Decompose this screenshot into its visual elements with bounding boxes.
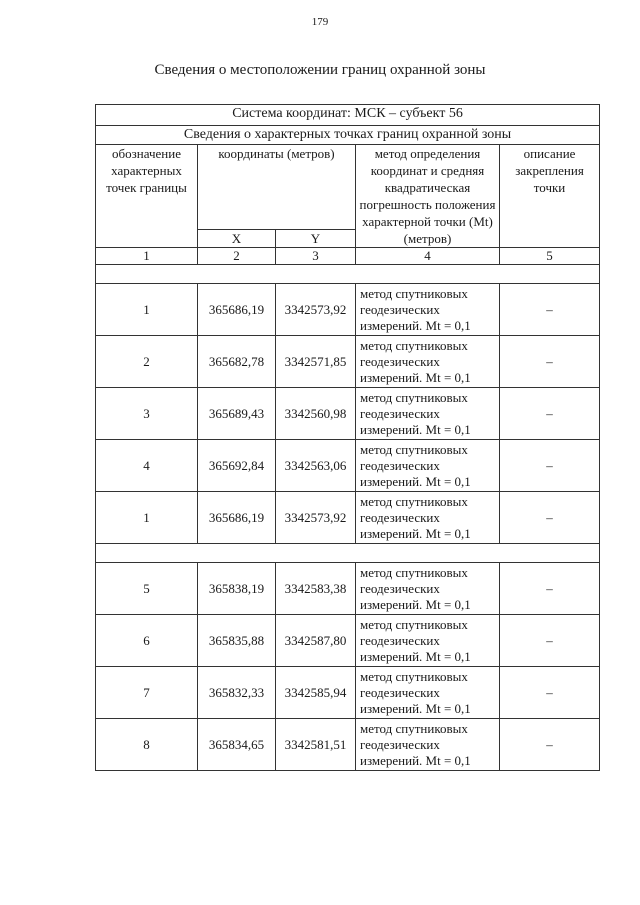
y-coordinate-cell: 3342560,98 xyxy=(276,388,356,440)
group-separator-row xyxy=(96,265,600,284)
method-cell: метод спутниковых геодезических измерений. Mt = 0,1 xyxy=(356,336,500,388)
points-info-title: Сведения о характерных точках границ охранной зоны xyxy=(96,126,600,145)
point-number-cell: 2 xyxy=(96,336,198,388)
description-cell: – xyxy=(500,615,600,667)
method-cell: метод спутниковых геодезических измерений. Mt = 0,1 xyxy=(356,719,500,771)
column-number: 4 xyxy=(356,248,500,265)
x-coordinate-cell: 365834,65 xyxy=(198,719,276,771)
y-coordinate-cell: 3342581,51 xyxy=(276,719,356,771)
x-coordinate-cell: 365686,19 xyxy=(198,492,276,544)
system-title-row xyxy=(96,105,600,126)
table-row xyxy=(96,615,600,667)
y-coordinate-cell: 3342571,85 xyxy=(276,336,356,388)
description-cell: – xyxy=(500,388,600,440)
method-cell: метод спутниковых геодезических измерений. Mt = 0,1 xyxy=(356,284,500,336)
table-row xyxy=(96,388,600,440)
group-separator xyxy=(96,265,600,284)
description-cell: – xyxy=(500,719,600,771)
table-row xyxy=(96,284,600,336)
point-number-cell: 1 xyxy=(96,492,198,544)
method-cell: метод спутниковых геодезических измерений. Mt = 0,1 xyxy=(356,492,500,544)
group-separator-row xyxy=(96,544,600,563)
header-coordinates: координаты (метров) xyxy=(198,145,356,230)
column-number: 3 xyxy=(276,248,356,265)
y-coordinate-cell: 3342585,94 xyxy=(276,667,356,719)
header-description: описание закрепления точки xyxy=(500,145,600,248)
table-body xyxy=(96,105,600,771)
description-cell: – xyxy=(500,336,600,388)
y-coordinate-cell: 3342563,06 xyxy=(276,440,356,492)
method-cell: метод спутниковых геодезических измерений. Mt = 0,1 xyxy=(356,615,500,667)
point-number-cell: 8 xyxy=(96,719,198,771)
x-coordinate-cell: 365832,33 xyxy=(198,667,276,719)
document-title: Сведения о местоположении границ охранной зоны xyxy=(154,62,486,78)
method-cell: метод спутниковых геодезических измерений. Mt = 0,1 xyxy=(356,440,500,492)
point-number-cell: 1 xyxy=(96,284,198,336)
header-point: обозначение характерных точек границы xyxy=(96,145,198,248)
page-number: 179 xyxy=(311,16,329,28)
table-row xyxy=(96,492,600,544)
column-number: 2 xyxy=(198,248,276,265)
coordinate-system-title: Система координат: МСК – субъект 56 xyxy=(96,105,600,126)
header-x: X xyxy=(198,230,276,248)
y-coordinate-cell: 3342573,92 xyxy=(276,284,356,336)
description-cell: – xyxy=(500,667,600,719)
header-method: метод определения координат и средняя квадратическая погрешность положения характерной точки (Mt) (метров) xyxy=(356,145,500,248)
group-separator xyxy=(96,544,600,563)
point-number-cell: 6 xyxy=(96,615,198,667)
point-number-cell: 3 xyxy=(96,388,198,440)
y-coordinate-cell: 3342587,80 xyxy=(276,615,356,667)
table-row xyxy=(96,667,600,719)
point-number-cell: 7 xyxy=(96,667,198,719)
x-coordinate-cell: 365835,88 xyxy=(198,615,276,667)
column-number-row xyxy=(96,248,600,265)
y-coordinate-cell: 3342583,38 xyxy=(276,563,356,615)
method-cell: метод спутниковых геодезических измерений. Mt = 0,1 xyxy=(356,667,500,719)
description-cell: – xyxy=(500,440,600,492)
table-row xyxy=(96,336,600,388)
table-row xyxy=(96,563,600,615)
header-row xyxy=(96,145,600,230)
x-coordinate-cell: 365686,19 xyxy=(198,284,276,336)
header-y: Y xyxy=(276,230,356,248)
description-cell: – xyxy=(500,284,600,336)
info-title-row xyxy=(96,126,600,145)
description-cell: – xyxy=(500,492,600,544)
x-coordinate-cell: 365838,19 xyxy=(198,563,276,615)
method-cell: метод спутниковых геодезических измерений. Mt = 0,1 xyxy=(356,563,500,615)
y-coordinate-cell: 3342573,92 xyxy=(276,492,356,544)
x-coordinate-cell: 365689,43 xyxy=(198,388,276,440)
point-number-cell: 4 xyxy=(96,440,198,492)
description-cell: – xyxy=(500,563,600,615)
method-cell: метод спутниковых геодезических измерений. Mt = 0,1 xyxy=(356,388,500,440)
boundary-points-table xyxy=(95,104,600,771)
point-number-cell: 5 xyxy=(96,563,198,615)
column-number: 5 xyxy=(500,248,600,265)
table-row xyxy=(96,719,600,771)
column-number: 1 xyxy=(96,248,198,265)
x-coordinate-cell: 365682,78 xyxy=(198,336,276,388)
table-row xyxy=(96,440,600,492)
x-coordinate-cell: 365692,84 xyxy=(198,440,276,492)
